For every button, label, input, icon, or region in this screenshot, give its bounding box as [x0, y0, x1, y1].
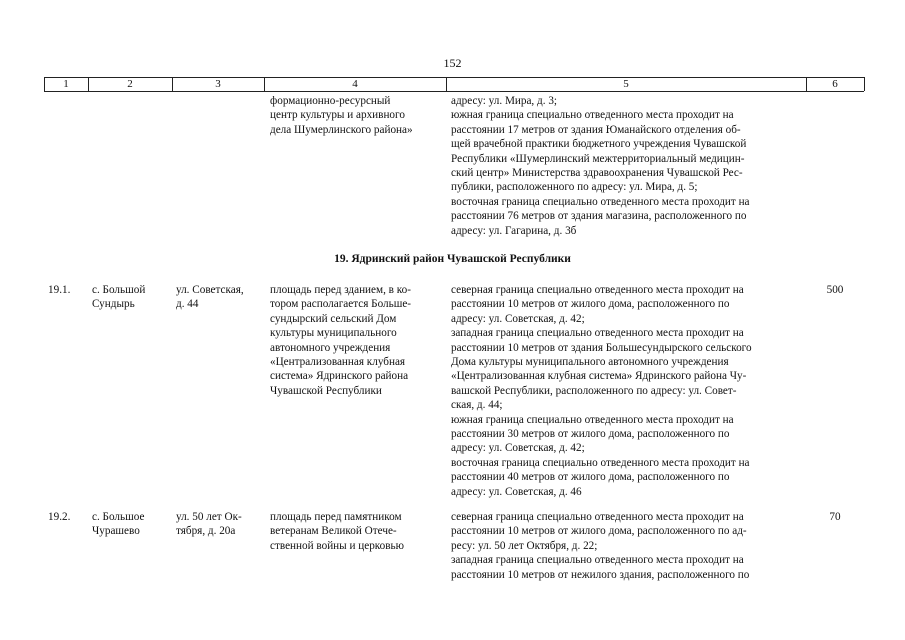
text-line: площадь перед зданием, в ко-	[270, 284, 411, 296]
header-divider	[864, 77, 865, 91]
text-line: расстоянии 10 метров от жилого дома, расположенного по ад-	[451, 525, 747, 538]
text-line: «Централизованная клубная	[270, 356, 406, 369]
text-line: Сундырь	[92, 298, 135, 311]
street-address	[176, 510, 262, 539]
text-line: тором располагается Больше-	[270, 298, 412, 311]
column-header-5: 5	[623, 78, 629, 90]
page-number: 152	[443, 56, 462, 70]
text-line: адресу: ул. Советская, д. 42;	[451, 442, 585, 455]
text-line: формационно-ресурсный	[270, 95, 391, 107]
text-line: с. Большое	[92, 511, 145, 523]
text-line: адресу: ул. Мира, д. 3;	[451, 95, 558, 107]
text-line: сундырский сельский Дом	[270, 312, 397, 325]
street-address	[176, 283, 262, 312]
text-line: д. 44	[176, 298, 199, 311]
text-line: расстоянии 10 метров от здания Большесундырского сельского	[451, 341, 752, 354]
text-line: расстоянии 10 метров от жилого дома, расположенного по	[451, 298, 730, 311]
text-line: щей врачебной практики бюджетного учреждения Чувашской	[451, 138, 747, 151]
text-line: ул. Советская,	[176, 284, 244, 296]
text-line: вашской Республики, расположенного по адресу: ул. Совет-	[451, 384, 737, 397]
header-bottom-rule	[44, 91, 864, 92]
text-line: расстоянии 17 метров от здания Юманайского отделения об-	[451, 123, 741, 136]
settlement-name	[92, 510, 170, 539]
text-line: тября, д. 20а	[176, 525, 236, 538]
text-line: расстоянии 40 метров от жилого дома, расположенного по	[451, 471, 730, 484]
text-line: адресу: ул. Советская, д. 42;	[451, 312, 585, 325]
continued-object-description	[270, 94, 442, 137]
text-line: система» Ядринского района	[270, 370, 409, 383]
text-line: ветеранам Великой Отече-	[270, 525, 397, 538]
row-number: 19.1.	[48, 284, 71, 296]
text-line: площадь перед памятником	[270, 511, 402, 523]
text-line: ресу: ул. 50 лет Октября, д. 22;	[451, 539, 598, 552]
text-line: Дома культуры муниципального автономного учреждения	[451, 356, 729, 369]
text-line: автономного учреждения	[270, 341, 391, 354]
text-line: расстоянии 76 метров от здания магазина, расположенного по	[451, 210, 747, 223]
text-line: адресу: ул. Гагарина, д. 3б	[451, 224, 577, 237]
text-line: ственной войны и церковью	[270, 539, 405, 552]
capacity-value: 500	[826, 284, 844, 296]
text-line: публики, расположенного по адресу: ул. Мира, д. 5;	[451, 181, 698, 194]
text-line: восточная граница специально отведенного места проходит на	[451, 456, 750, 469]
row-number: 19.2.	[48, 511, 71, 523]
continued-boundaries-description	[451, 94, 803, 238]
capacity-value: 70	[829, 511, 841, 523]
text-line: Республики «Шумерлинский межтерриториальный медицин-	[451, 152, 745, 165]
text-line: южная граница специально отведенного места проходит на	[451, 413, 734, 426]
column-header-4: 4	[352, 78, 358, 90]
text-line: адресу: ул. Советская, д. 46	[451, 485, 582, 498]
text-line: западная граница специально отведенного места проходит на	[451, 327, 744, 340]
text-line: западная граница специально отведенного места проходит на	[451, 554, 744, 567]
text-line: северная граница специально отведенного места проходит на	[451, 511, 744, 523]
text-line: Чурашево	[92, 525, 140, 538]
text-line: ская, д. 44;	[451, 399, 503, 412]
text-line: Чувашской Республики	[270, 384, 382, 397]
text-line: ский центр» Министерства здравоохранения Чувашской Рес-	[451, 167, 743, 180]
text-line: восточная граница специально отведенного места проходит на	[451, 195, 750, 208]
column-header-1: 1	[63, 78, 69, 90]
object-description	[270, 510, 442, 553]
text-line: «Централизованная клубная система» Ядринского района Чу-	[451, 370, 747, 383]
text-line: культуры муниципального	[270, 327, 397, 340]
text-line: расстоянии 30 метров от жилого дома, расположенного по	[451, 428, 730, 441]
text-line: северная граница специально отведенного места проходит на	[451, 284, 744, 296]
text-line: ул. 50 лет Ок-	[176, 511, 242, 523]
text-line: расстоянии 10 метров от нежилого здания, расположенного по	[451, 568, 750, 581]
section-title: 19. Ядринский район Чувашской Республики	[334, 253, 571, 265]
settlement-name	[92, 283, 170, 312]
boundaries-description	[451, 283, 803, 499]
text-line: с. Большой	[92, 284, 146, 296]
column-header-3: 3	[215, 78, 221, 90]
text-line: дела Шумерлинского района»	[270, 123, 413, 136]
text-line: южная граница специально отведенного места проходит на	[451, 109, 734, 122]
column-header-6: 6	[832, 78, 838, 90]
text-line: центр культуры и архивного	[270, 109, 405, 122]
object-description	[270, 283, 442, 398]
boundaries-description	[451, 510, 803, 582]
column-header-2: 2	[127, 78, 133, 90]
